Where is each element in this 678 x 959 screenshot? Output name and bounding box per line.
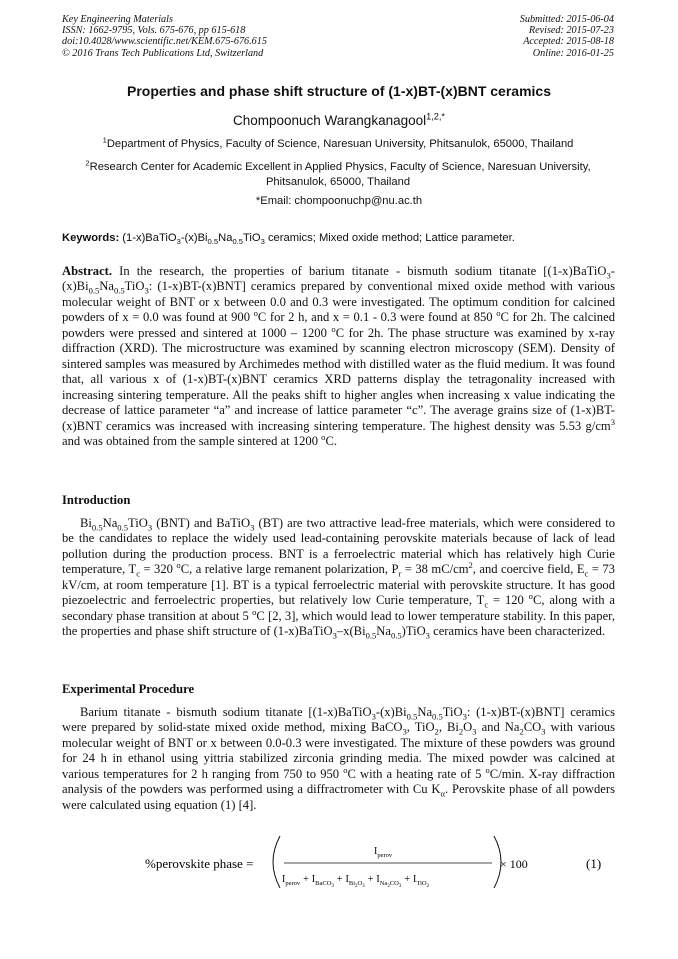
introduction-paragraph: $Bi_{0.5}Na_{0.5}TiO_3$ (BNT) and BaTiO$_3$ (BT) are two attractive lead-free materials, which were considered to be the candidates to replace the widely used lead-containing perovskite materials because of lack of lead pollution during the production process. BNT is a ferroelectric material which has relatively high Curie temperature, $T_c = 320$ $^o$C, a relative large remanent polarization, $P_r = 38$ $mC/cm^2$, and coercive field, $E_c = 73$ kV/cm, at room temperature [1]. BT is a typical ferroelectric material with perovskite structure. It has good piezoelectric and ferroelectric properties, but relatively low Curie temperature, $T_c = 120$ $^o$C, along with a secondary phase transition at about 5 $^o$C [2, 3], which would lead to lower temperature stability. In this paper, the properties and phase shift structure of $(1-x)BaTiO_3-x(Bi_{0.5}Na_{0.5})TiO_3$ ceramics have been characterized. (62, 516, 615, 641)
abstract: Abstract. In the research, the properties of barium titanate - bismuth sodium titanate [$(1-x)BaTiO_3-(x)Bi_{0.5}Na_{0.5}TiO_3$: (1-x)BT-(x)BNT] ceramics prepared by conventional mixed oxide method with various molecular weight of BNT or x between 0.0 and 0.3 were investigated. The optimum condition for calcined powders of x = 0.0 was found at 900 $^o$C for 2 h, and x = 0.1 - 0.3 were found at 850 $^o$C for 2h. The calcined powders were pressed and sintered at 1000 – 1200 $^o$C for 2h. The phase structure was examined by x-ray diffraction (XRD). The microstructure was examined by scanning electron microscopy (SEM). Density of sintered samples was measured by Archimedes method with distilled water as the fluid medium. It was found that, all various x of (1-x)BT-(x)BNT ceramics XRD patterns display the tetragonality increased with increasing sintering temperature. All the peaks shift to higher angles when increasing x value indicating the decrease of lattice parameter “a” and increase of lattice parameter “c”. The average grains size of (1-x)BT-(x)BNT ceramics was increased with increasing sintering temperature. The highest density was 5.53 $g/cm^3$ and was obtained from the sample sintered at 1200 $^o$C. (62, 264, 615, 448)
date-online: Online: 2016-01-25 (532, 47, 614, 59)
author-marks: 1,2,* (426, 111, 445, 122)
date-revised: Revised: 2015-07-23 (528, 25, 614, 37)
affiliation-mark: 1 (102, 135, 107, 145)
section-heading-experimental: Experimental Procedure (62, 682, 195, 696)
affiliation-text: Department of Physics, Faculty of Science, Naresuan University, Phitsanulok, 65000, Thailand (106, 138, 574, 150)
author-email[interactable]: *Email: chompoonuchp@nu.ac.th (255, 195, 423, 207)
equation-graphic (62, 832, 615, 894)
keywords: Keywords: $(1-x)BaTiO_3-(x)Bi_{0.5}Na_{0.5}TiO_3$ ceramics; Mixed oxide method; Lattice parameter. (62, 232, 515, 247)
affiliation-text: Research Center for Academic Excellent in Applied Physics, Faculty of Science, Naresuan University, Phitsanulok, 65000, Thailand (89, 161, 591, 188)
times-100: × 100 (500, 857, 528, 871)
abstract-label: Abstract. (62, 264, 113, 278)
equation-lhs: %perovskite phase = (145, 856, 254, 871)
denominator: $I_{perov} + I_{BaCO3}+ I_{Bi2}^O_3+ I_{Na2}^{CO}_3+ I_{TiO2}$ (282, 874, 430, 889)
journal-doi[interactable]: doi:10.4028/www.scientific.net/KEM.675-676.615 (62, 36, 267, 48)
author-line (0, 113, 678, 128)
affiliation-2 (62, 160, 614, 190)
affiliation-mark: 2 (85, 158, 90, 168)
journal-copyright: © 2016 Trans Tech Publications Ltd, Switzerland (62, 47, 264, 59)
equation-1 (62, 832, 615, 892)
journal-issn: ISSN: 1662-9795, Vols. 675-676, pp 615-618 (62, 25, 246, 37)
numerator: $I_{perov}$ (374, 846, 393, 859)
journal-header-left (62, 14, 267, 59)
left-parenthesis (273, 836, 280, 888)
keywords-label: Keywords: (62, 232, 120, 244)
equation-number: (1) (586, 856, 602, 871)
experimental-paragraph: Barium titanate - bismuth sodium titanate [$(1-x)BaTiO_3-(x)Bi_{0.5}Na_{0.5}TiO_3$: (1-x)BT-(x)BNT] ceramics were prepared by solid-state mixed oxide method, mixing BaCO$_3$, TiO$_2$, $Bi_2O_3$ and $Na_2CO_3$ with various molecular weight of BNT or x between 0.0-0.3 were investigated. The mixture of these powders was ground for 24 h in ethanol using yittria stabilized zirconia grinding media. The mixed powder was calcined at various temperatures for 2 h ranging from 750 to 950 $^o$C with a heating rate of 5 $^o$C/min. X-ray diffraction analysis of the powders was performed using a diffractrometer with Cu $K_\alpha$. Perovskite phase of all powders were calculated using equation (1) [4]. (62, 705, 616, 812)
affiliation-1 (62, 137, 614, 152)
date-accepted: Accepted: 2015-08-18 (523, 36, 614, 48)
date-submitted: Submitted: 2015-06-04 (519, 14, 614, 25)
section-heading-introduction: Introduction (62, 493, 131, 507)
author-name: Chompoonuch Warangkanagool (232, 113, 427, 128)
paper-title: Properties and phase shift structure of (1-x)BT-(x)BNT ceramics (127, 83, 551, 99)
journal-name: Key Engineering Materials (62, 14, 173, 25)
journal-header-right (520, 14, 614, 59)
